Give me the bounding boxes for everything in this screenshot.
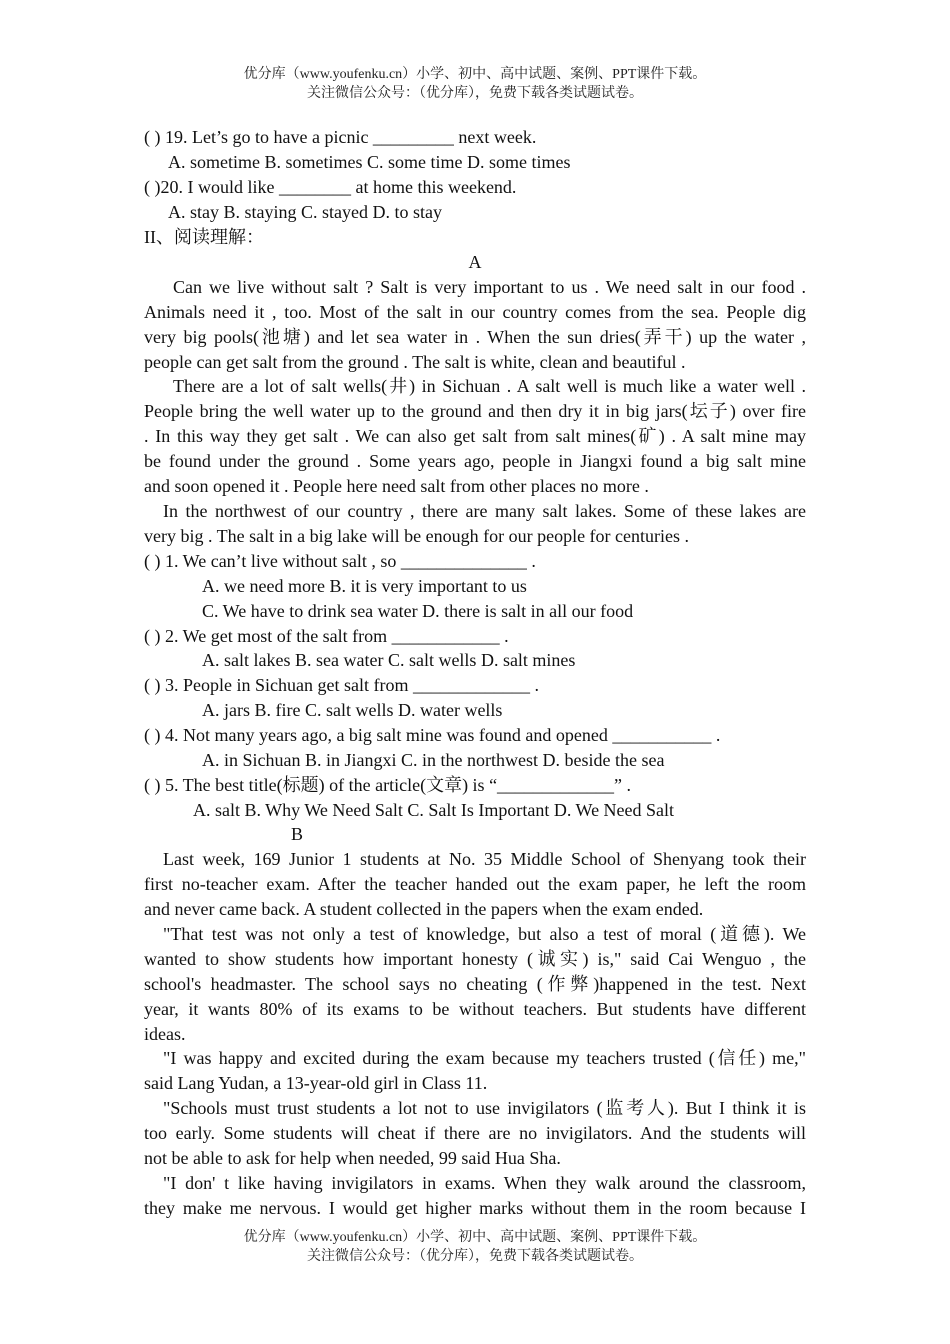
- passage-b-line: not be able to ask for help when needed, 99 said Hua Sha.: [144, 1148, 561, 1168]
- passage-b-line: "That test was not only a test of knowledge, but also a test of moral (道德). We: [163, 924, 806, 944]
- passage-a-label: A: [468, 252, 482, 272]
- question-a-2-options: A. salt lakes B. sea water C. salt wells D. salt mines: [202, 650, 576, 670]
- passage-b-line: school's headmaster. The school says no cheating (作弊)happened in the test. Next: [144, 974, 806, 994]
- question-20-options: A. stay B. staying C. stayed D. to stay: [168, 202, 442, 222]
- passage-b-label: B: [291, 824, 304, 844]
- passage-a-line: very big . The salt in a big lake will be enough for our people for centuries .: [144, 526, 690, 546]
- question-a-3: ( ) 3. People in Sichuan get salt from _____________ .: [144, 675, 539, 695]
- passage-a-line: and soon opened it . People here need salt from other places no more .: [144, 476, 649, 496]
- question-20: ( )20. I would like ________ at home this weekend.: [144, 177, 517, 197]
- passage-a-line: . In this way they get salt . We can also get salt from salt mines(矿) . A salt mine may: [144, 426, 806, 446]
- passage-b-line: and never came back. A student collected in the papers when the exam ended.: [144, 899, 704, 919]
- header-line-2: 关注微信公众号：（优分库），免费下载各类试题试卷。: [307, 86, 643, 101]
- header-line-1: 优分库（www.youfenku.cn）小学、初中、高中试题、案例、PPT课件下载。: [243, 67, 707, 82]
- footer-line-1: 优分库（www.youfenku.cn）小学、初中、高中试题、案例、PPT课件下载。: [243, 1230, 707, 1245]
- passage-b-line: "I don' t like having invigilators in exams. When they walk around the classroom,: [163, 1173, 806, 1193]
- question-a-5-options: A. salt B. Why We Need Salt C. Salt Is Important D. We Need Salt: [193, 800, 675, 820]
- passage-a-line: Animals need it , too. Most of the salt in our country comes from the sea. People dig: [144, 302, 806, 322]
- question-19-options: A. sometime B. sometimes C. some time D. some times: [168, 152, 571, 172]
- passage-b-line: Last week, 169 Junior 1 students at No. 35 Middle School of Shenyang took their: [163, 849, 806, 869]
- passage-a-line: Can we live without salt ? Salt is very important to us . We need salt in our food .: [173, 277, 806, 297]
- question-a-5: ( ) 5. The best title(标题) of the article(文章) is “_____________” .: [144, 775, 632, 795]
- passage-b-line: too early. Some students will cheat if there are no invigilators. And the students will: [144, 1123, 806, 1143]
- passage-a-line: There are a lot of salt wells(井) in Sichuan . A salt well is much like a water well .: [173, 376, 806, 396]
- question-a-3-options: A. jars B. fire C. salt wells D. water wells: [202, 700, 503, 720]
- question-a-1: ( ) 1. We can’t live without salt , so ______________ .: [144, 551, 536, 571]
- passage-b-line: year, it wants 80% of its exams to be without teachers. But students have different: [144, 999, 806, 1019]
- passage-b-line: first no-teacher exam. After the teacher handed out the exam paper, he left the room: [144, 874, 806, 894]
- question-a-1-options: C. We have to drink sea water D. there is salt in all our food: [202, 601, 634, 621]
- passage-a-line: In the northwest of our country , there are many salt lakes. Some of these lakes are: [163, 501, 806, 521]
- question-a-4: ( ) 4. Not many years ago, a big salt mine was found and opened ___________ .: [144, 725, 721, 745]
- passage-a-line: very big pools(池塘) and let sea water in . When the sun dries(弄干) up the water ,: [144, 327, 806, 347]
- passage-b-line: "I was happy and excited during the exam because my teachers trusted (信任) me,": [163, 1048, 806, 1068]
- passage-a-line: People bring the well water up to the ground and then dry it in big jars(坛子) over fire: [144, 401, 806, 421]
- passage-b-line: ideas.: [144, 1024, 186, 1044]
- question-19: ( ) 19. Let’s go to have a picnic _________ next week.: [144, 127, 537, 147]
- section-title: II、阅读理解：: [144, 227, 264, 247]
- question-a-4-options: A. in Sichuan B. in Jiangxi C. in the northwest D. beside the sea: [202, 750, 665, 770]
- passage-b-line: "Schools must trust students a lot not to use invigilators (监考人). But I think it is: [163, 1098, 806, 1118]
- passage-b-line: wanted to show students how important honesty (诚实) is," said Cai Wenguo , the: [144, 949, 806, 969]
- question-a-2: ( ) 2. We get most of the salt from ____________ .: [144, 626, 509, 646]
- passage-a-line: people can get salt from the ground . The salt is white, clean and beautiful .: [144, 352, 686, 372]
- passage-a-line: be found under the ground . Some years ago, people in Jiangxi found a big salt mine: [144, 451, 806, 471]
- question-a-1-options: A. we need more B. it is very important to us: [202, 576, 527, 596]
- passage-b-line: said Lang Yudan, a 13-year-old girl in Class 11.: [144, 1073, 488, 1093]
- footer-line-2: 关注微信公众号：（优分库），免费下载各类试题试卷。: [307, 1249, 643, 1264]
- passage-b-line: they make me nervous. I would get higher marks without them in the room because I: [144, 1198, 806, 1218]
